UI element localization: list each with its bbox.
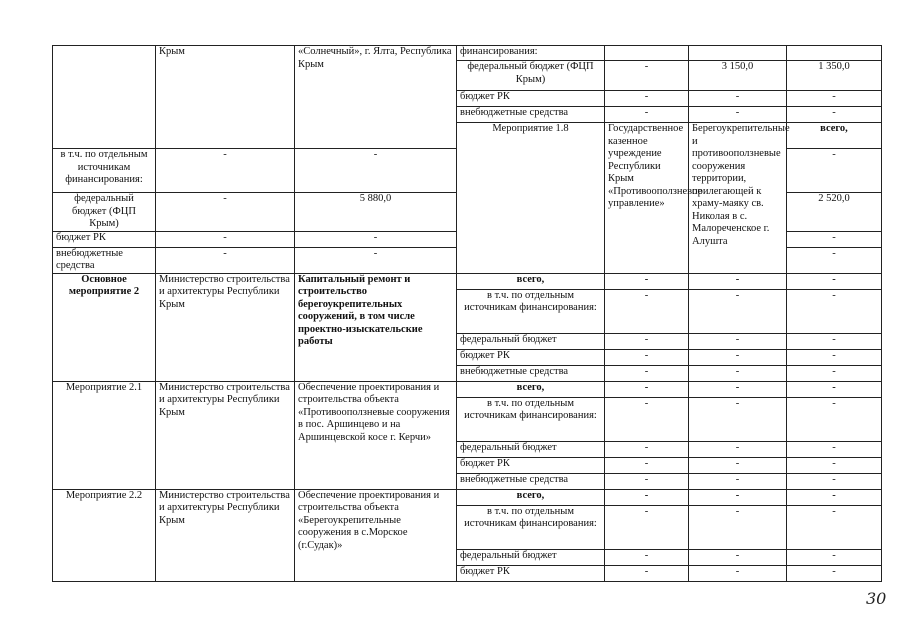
funding-source-cell: внебюджетные средства	[457, 473, 605, 489]
value-cell-1: -	[605, 273, 689, 289]
funding-source-cell: внебюджетные средства	[457, 365, 605, 381]
funding-source-cell: в т.ч. по отдельным источникам финансирования:	[457, 397, 605, 441]
value-cell-2: -	[689, 381, 787, 397]
value-cell-3: -	[787, 489, 882, 505]
value-cell-2: -	[689, 365, 787, 381]
table-row	[53, 489, 882, 505]
value-cell-2: -	[689, 91, 787, 107]
value-cell-2: 3 150,0	[689, 61, 787, 91]
executor-cell: Министерство строительства и архитектуры Республики Крым	[156, 489, 295, 581]
funding-source-cell: финансирования:	[457, 46, 605, 61]
funding-source-cell: всего,	[457, 381, 605, 397]
value-cell-2: -	[689, 549, 787, 565]
value-cell-1: -	[605, 107, 689, 123]
value-cell-3: -	[787, 231, 882, 247]
value-cell-1: -	[605, 457, 689, 473]
value-cell-1: -	[605, 489, 689, 505]
value-cell-1: -	[605, 91, 689, 107]
value-cell-3: -	[787, 273, 882, 289]
value-cell-1: -	[605, 505, 689, 549]
value-cell-2: -	[689, 441, 787, 457]
value-cell-2: -	[689, 489, 787, 505]
value-cell-1: -	[605, 333, 689, 349]
funding-source-cell: федеральный бюджет (ФЦП Крым)	[457, 61, 605, 91]
value-cell-1: -	[605, 349, 689, 365]
funding-source-cell: федеральный бюджет	[457, 441, 605, 457]
value-cell-2: 5 880,0	[295, 193, 457, 232]
value-cell-1: -	[605, 61, 689, 91]
measure-name-cell: Мероприятие 2.1	[53, 381, 156, 489]
object-cell: Обеспечение проектирования и строительства объекта «Противооползневые сооружения в пос. Аршинцево и на Аршинцевской косе г. Керчи»	[295, 381, 457, 489]
measure-name-cell: Основное мероприятие 2	[53, 273, 156, 381]
value-cell-1: -	[605, 289, 689, 333]
funding-source-cell: федеральный бюджет	[457, 333, 605, 349]
measure-name-cell: Мероприятие 2.2	[53, 489, 156, 581]
value-cell-2	[689, 46, 787, 61]
executor-cell: Государственное казенное учреждение Республики Крым «Противооползневое управление»	[605, 123, 689, 274]
value-cell-3: -	[787, 289, 882, 333]
object-cell: Обеспечение проектирования и строительства объекта «Берегоукрепительные сооружения в с.Морское (г.Судак)»	[295, 489, 457, 581]
funding-source-cell: федеральный бюджет	[457, 549, 605, 565]
funding-source-cell: внебюджетные средства	[457, 107, 605, 123]
value-cell-1	[605, 46, 689, 61]
value-cell-1: -	[156, 149, 295, 193]
value-cell-1: -	[605, 381, 689, 397]
value-cell-1: -	[605, 549, 689, 565]
value-cell-3: -	[787, 549, 882, 565]
funding-source-cell: всего,	[787, 123, 882, 149]
value-cell-2: -	[689, 107, 787, 123]
value-cell-2: -	[295, 247, 457, 273]
page-number: 30	[866, 589, 887, 608]
executor-cell: Крым	[156, 46, 295, 149]
object-cell: «Солнечный», г. Ялта, Республика Крым	[295, 46, 457, 149]
funding-source-cell: в т.ч. по отдельным источникам финансирования:	[457, 505, 605, 549]
measure-name-cell	[53, 46, 156, 149]
table-row	[53, 273, 882, 289]
value-cell-3	[787, 46, 882, 61]
funding-source-cell: бюджет РК	[457, 565, 605, 581]
value-cell-3: -	[787, 91, 882, 107]
funding-source-cell: всего,	[457, 273, 605, 289]
value-cell-1: -	[605, 565, 689, 581]
value-cell-3: -	[787, 457, 882, 473]
value-cell-3: -	[787, 565, 882, 581]
value-cell-3: -	[787, 149, 882, 193]
value-cell-3: 2 520,0	[787, 193, 882, 232]
value-cell-3: -	[787, 505, 882, 549]
value-cell-1: -	[156, 231, 295, 247]
value-cell-3: -	[787, 381, 882, 397]
funding-source-cell: в т.ч. по отдельным источникам финансирования:	[457, 289, 605, 333]
value-cell-3: -	[787, 397, 882, 441]
value-cell-1: -	[605, 441, 689, 457]
value-cell-1: -	[156, 193, 295, 232]
funding-source-cell: бюджет РК	[457, 349, 605, 365]
funding-source-cell: федеральный бюджет (ФЦП Крым)	[53, 193, 156, 232]
value-cell-3: 1 350,0	[787, 61, 882, 91]
funding-source-cell: всего,	[457, 489, 605, 505]
value-cell-2: -	[689, 505, 787, 549]
executor-cell: Министерство строительства и архитектуры Республики Крым	[156, 381, 295, 489]
value-cell-3: -	[787, 247, 882, 273]
object-cell: Берегоукрепительные и противооползневые сооружения территории, прилегающей к храму-маяку св. Николая в с. Малореченское г. Алушта	[689, 123, 787, 274]
value-cell-1: -	[156, 247, 295, 273]
value-cell-3: -	[787, 349, 882, 365]
budget-table	[52, 45, 882, 582]
funding-source-cell: бюджет РК	[457, 457, 605, 473]
table-row	[53, 46, 882, 61]
table-body	[53, 46, 882, 582]
funding-source-cell: внебюджетные средства	[53, 247, 156, 273]
funding-source-cell: в т.ч. по отдельным источникам финансирования:	[53, 149, 156, 193]
funding-source-cell: бюджет РК	[53, 231, 156, 247]
value-cell-2: -	[689, 473, 787, 489]
table-row	[53, 381, 882, 397]
value-cell-2: -	[689, 333, 787, 349]
value-cell-2: -	[689, 457, 787, 473]
value-cell-1: -	[605, 397, 689, 441]
value-cell-2: -	[689, 273, 787, 289]
executor-cell: Министерство строительства и архитектуры Республики Крым	[156, 273, 295, 381]
value-cell-2: -	[295, 231, 457, 247]
value-cell-3: -	[787, 365, 882, 381]
value-cell-1: -	[605, 365, 689, 381]
value-cell-3: -	[787, 333, 882, 349]
value-cell-2: -	[689, 565, 787, 581]
value-cell-2: -	[689, 397, 787, 441]
value-cell-2: -	[295, 149, 457, 193]
value-cell-2: -	[689, 289, 787, 333]
value-cell-1: -	[605, 473, 689, 489]
measure-name-cell: Мероприятие 1.8	[457, 123, 605, 274]
value-cell-3: -	[787, 473, 882, 489]
value-cell-2: -	[689, 349, 787, 365]
funding-source-cell: бюджет РК	[457, 91, 605, 107]
object-cell: Капитальный ремонт и строительство берегоукрепительных сооружений, в том числе проектно-изыскательские работы	[295, 273, 457, 381]
value-cell-3: -	[787, 107, 882, 123]
value-cell-3: -	[787, 441, 882, 457]
